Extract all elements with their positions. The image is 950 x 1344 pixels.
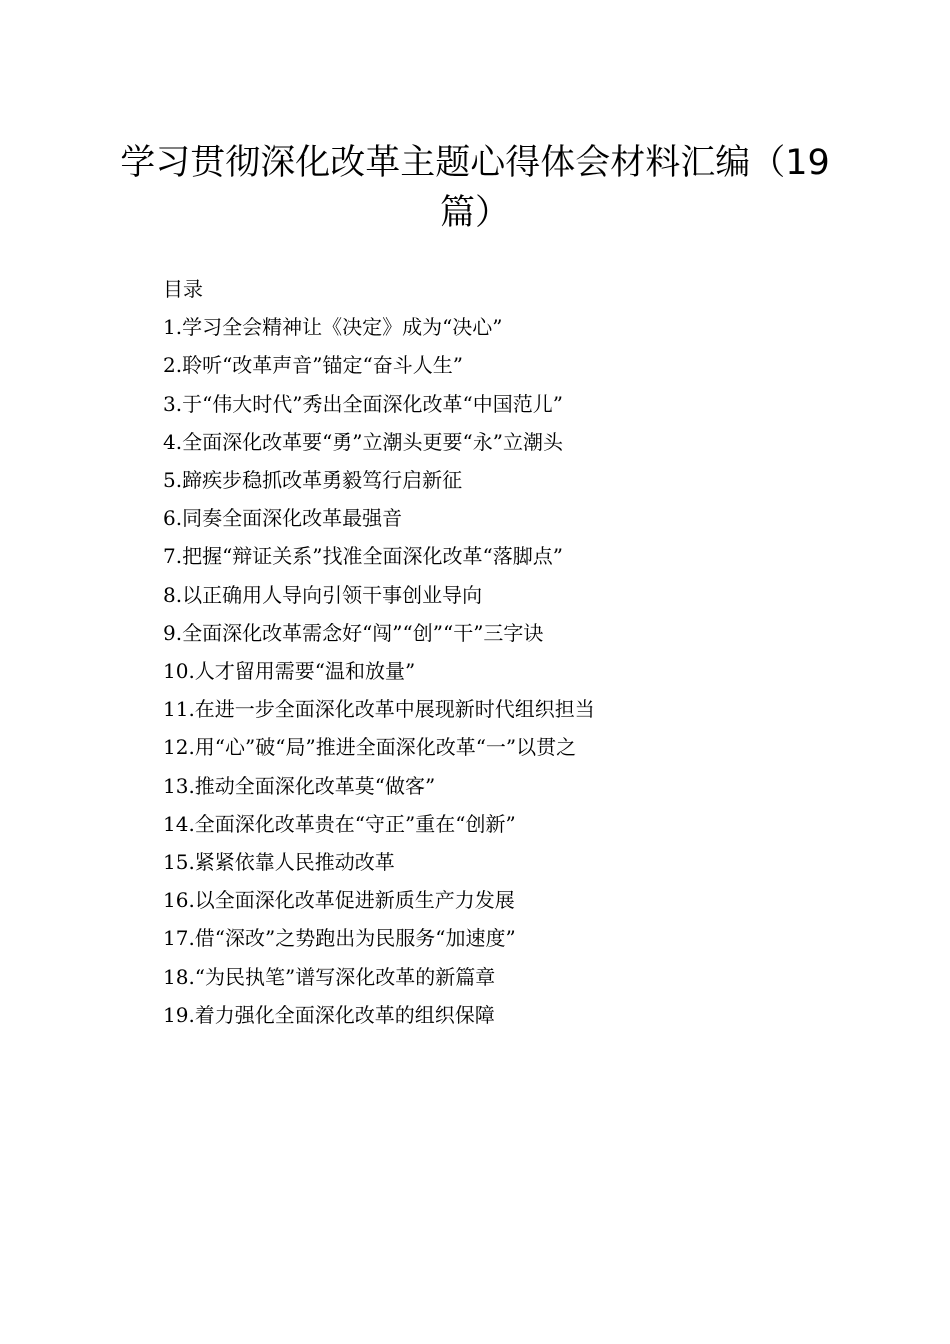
toc-item: 3.于“伟大时代”秀出全面深化改革“中国范儿” — [163, 391, 563, 416]
toc-list — [163, 308, 803, 1034]
toc-item: 2.聆听“改革声音”锚定“奋斗人生” — [163, 353, 463, 378]
toc-heading: 目录 — [163, 277, 203, 301]
toc-item: 6.同奏全面深化改革最强音 — [163, 506, 403, 531]
toc-item: 4.全面深化改革要“勇”立潮头更要“永”立潮头 — [163, 429, 563, 454]
toc-item: 17.借“深改”之势跑出为民服务“加速度” — [163, 926, 516, 951]
toc-item: 18.“为民执笔”谱写深化改革的新篇章 — [163, 964, 496, 989]
toc-item: 15.紧紧依靠人民推动改革 — [163, 850, 395, 875]
document-title: 学习贯彻深化改革主题心得体会材料汇编（19篇） — [120, 143, 830, 233]
table-of-contents — [163, 270, 803, 1034]
toc-item: 16.以全面深化改革促进新质生产力发展 — [163, 888, 515, 913]
toc-item: 11.在进一步全面深化改革中展现新时代组织担当 — [163, 697, 595, 722]
toc-item: 9.全面深化改革需念好“闯”“创”“干”三字诀 — [163, 620, 544, 645]
toc-item: 13.推动全面深化改革莫“做客” — [163, 773, 436, 798]
toc-item: 12.用“心”破“局”推进全面深化改革“一”以贯之 — [163, 735, 577, 760]
toc-item: 8.以正确用人导向引领干事创业导向 — [163, 582, 483, 607]
toc-item: 19.着力强化全面深化改革的组织保障 — [163, 1002, 495, 1027]
toc-item: 14.全面深化改革贵在“守正”重在“创新” — [163, 811, 516, 836]
toc-item: 10.人才留用需要“温和放量” — [163, 659, 416, 684]
toc-item: 7.把握“辩证关系”找准全面深化改革“落脚点” — [163, 544, 563, 569]
toc-item: 5.蹄疾步稳抓改革勇毅笃行启新征 — [163, 468, 463, 493]
toc-item: 1.学习全会精神让《决定》成为“决心” — [163, 315, 503, 340]
